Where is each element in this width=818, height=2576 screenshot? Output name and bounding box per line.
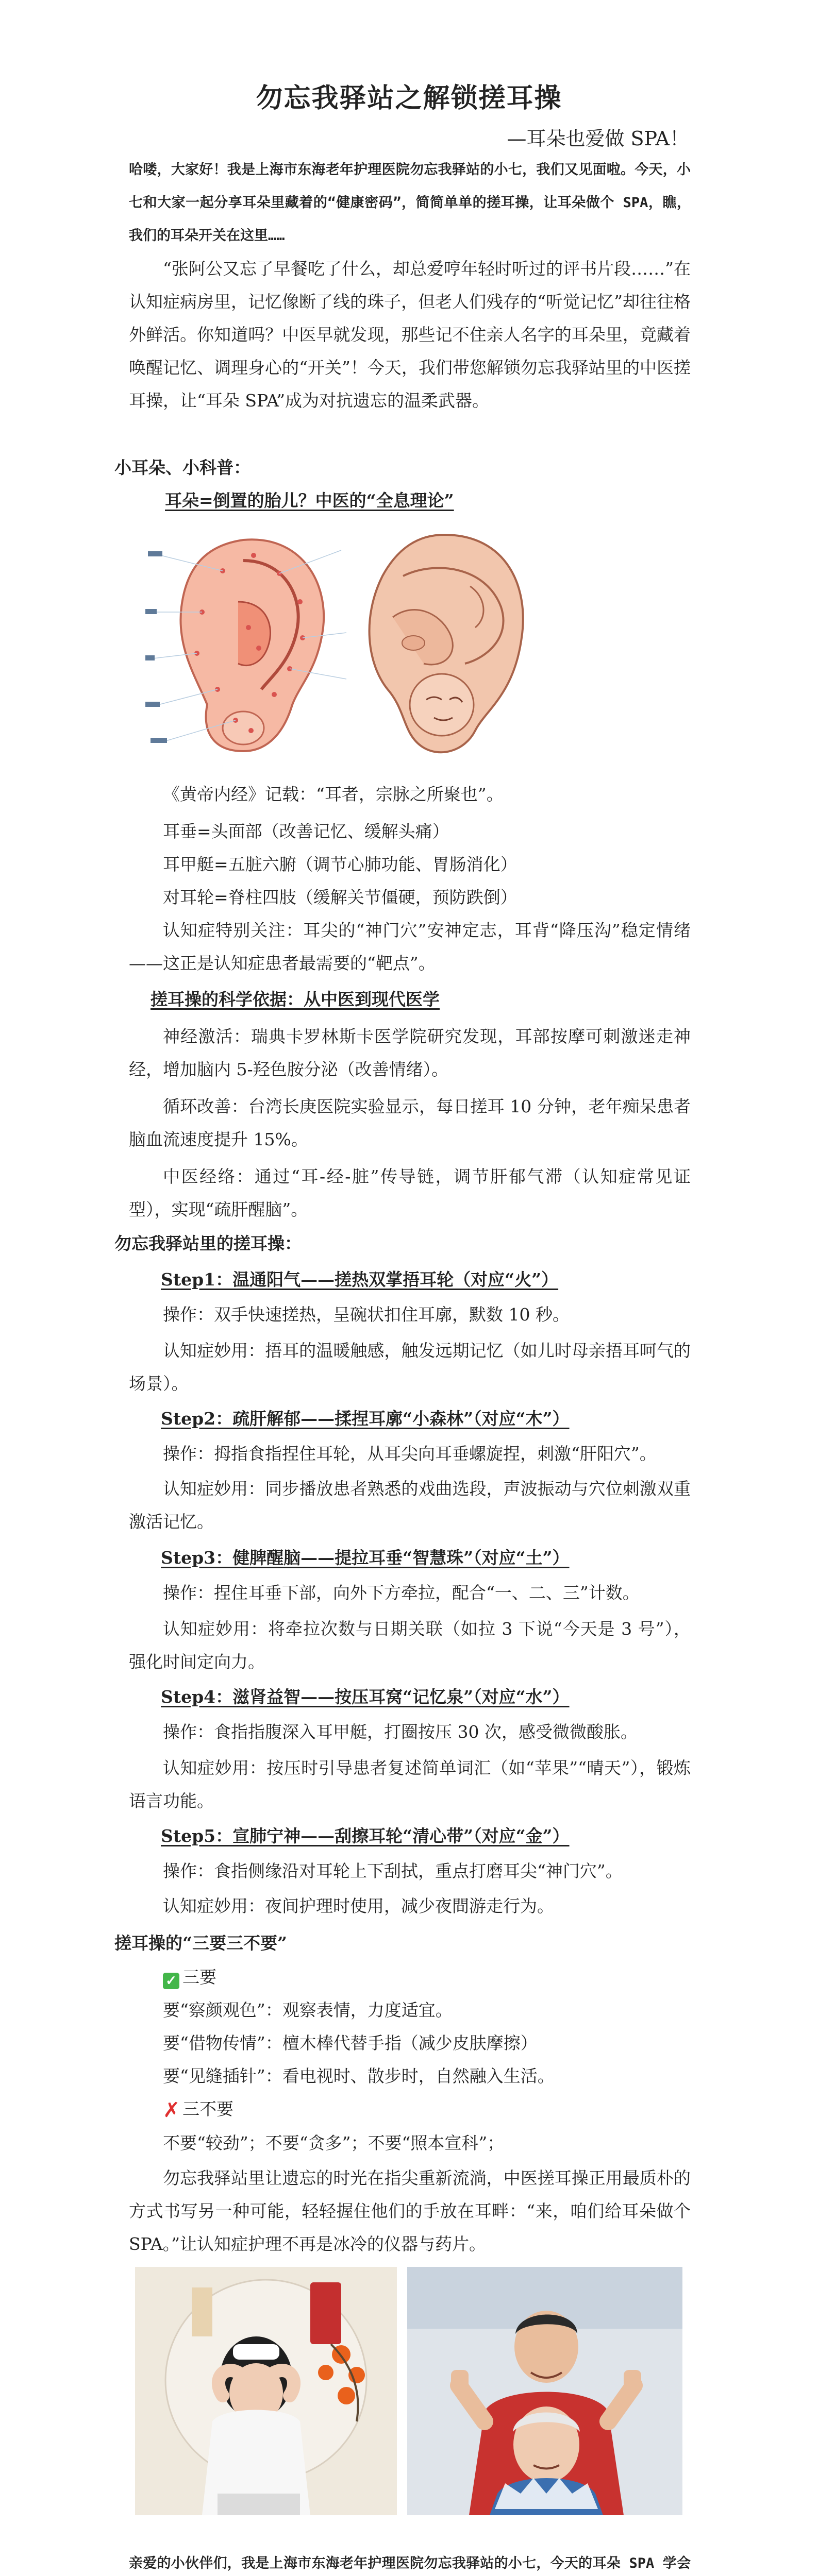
- step4-usage: 认知症妙用：按压时引导患者复述简单词汇（如“苹果”“晴天”），锻炼语言功能。: [129, 1758, 691, 1811]
- steps-heading: 勿忘我驿站里的搓耳操：: [114, 1233, 302, 1253]
- page-title: 勿忘我驿站之解锁搓耳操: [256, 82, 562, 114]
- do-item-daily: 要“见缝插针”：看电视时、散步时，自然融入生活。: [163, 2066, 555, 2086]
- step3-usage: 认知症妙用：将牵拉次数与日期关联（如拉 3 下说“今天是 3 号”），强化时间定向力。: [129, 1619, 691, 1672]
- step4-label: Step4：滋肾益智——按压耳窝“记忆泉”（对应“水”）: [161, 1687, 570, 1707]
- do-label: 三要: [182, 1967, 216, 1987]
- special-attention: 认知症特别关注：耳尖的“神门穴”安神定志，耳背“降压沟”稳定情绪——这正是认知症患者最需要的“靶点”。: [129, 920, 691, 973]
- step4-operation: 操作：食指指腹深入耳甲艇，打圈按压 30 次，感受微微酸胀。: [163, 1722, 638, 1742]
- step1-operation: 操作：双手快速搓热，呈碗状扣住耳廓，默数 10 秒。: [163, 1304, 570, 1325]
- basis-neural: 神经激活：瑞典卡罗林斯卡医学院研究发现，耳部按摩可刺激迷走神经，增加脑内 5-羟色胺分泌（改善情绪）。: [129, 1026, 691, 1079]
- step1-label: Step1：温通阳气——搓热双掌捂耳轮（对应“火”）: [161, 1269, 559, 1290]
- do-item-tool: 要“借物传情”：檀木棒代替手指（减少皮肤摩擦）: [163, 2033, 538, 2053]
- farewell-text: 亲爱的小伙伴们，我是上海市东海老年护理医院勿忘我驿站的小七，今天的耳朵 SPA 学会: [129, 2555, 691, 2571]
- do-label-row: [129, 1961, 691, 1994]
- rules-heading: 搓耳操的“三要三不要”: [114, 1933, 287, 1953]
- science-heading: 小耳朵、小科普：: [114, 457, 251, 478]
- step2-operation: 操作：拇指食指捏住耳轮，从耳尖向耳垂螺旋捏，刺激“肝阳穴”。: [163, 1444, 657, 1464]
- check-icon: ✓: [163, 1973, 179, 1989]
- neijing-quote: 《黄帝内经》记载：“耳者，宗脉之所聚也”。: [163, 784, 504, 804]
- step3-operation: 操作：捏住耳垂下部，向外下方牵拉，配合“一、二、三”计数。: [163, 1583, 640, 1603]
- nurse-demonstration-photo: [135, 2267, 397, 2515]
- inverted-fetus-image: [370, 535, 523, 752]
- acupoint-ear-image: [145, 539, 346, 751]
- step5-usage: 认知症妙用：夜间护理时使用，减少夜間游走行为。: [163, 1896, 554, 1916]
- basis-heading: 搓耳操的科学依据：从中医到现代医学: [151, 989, 440, 1009]
- mapping-earlobe: 耳垂=头面部（改善记忆、缓解头痛）: [163, 821, 449, 841]
- step5-label: Step5：宣肺宁神——刮擦耳轮“清心带”（对应“金”）: [161, 1826, 570, 1846]
- mapping-concha: 耳甲艇=五脏六腑（调节心肺功能、胃肠消化）: [163, 854, 517, 874]
- step3-label: Step3：健脾醒脑——提拉耳垂“智慧珠”（对应“土”）: [161, 1548, 570, 1568]
- step2-label: Step2：疏肝解郁——揉捏耳廓“小森林”（对应“木”）: [161, 1409, 570, 1429]
- intro-greeting: 哈喽，大家好！我是上海市东海老年护理医院勿忘我驿站的小七，我们又见面啦。今天，小七和大家一起分享耳朵里藏着的“健康密码”，简简单单的搓耳操，让耳朵做个 SPA，瞧，我们的耳朵开关在这里……: [129, 162, 691, 244]
- basis-meridian: 中医经络：通过“耳-经-脏”传导链，调节肝郁气滞（认知症常见证型），实现“疏肝醒脑”。: [129, 1166, 691, 1219]
- mapping-antihelix: 对耳轮=脊柱四肢（缓解关节僵硬，预防跌倒）: [163, 887, 517, 907]
- step5-operation: 操作：食指侧缘沿对耳轮上下刮拭，重点打磨耳尖“神门穴”。: [163, 1861, 623, 1881]
- patient-caregiver-photo: [407, 2267, 682, 2515]
- cross-icon: ✗: [163, 2098, 180, 2122]
- closing-paragraph: 勿忘我驿站里让遗忘的时光在指尖重新流淌，中医搓耳操正用最质朴的方式书写另一种可能，轻轻握住他们的手放在耳畔：“来，咱们给耳朵做个 SPA。”让认知症护理不再是冰冷的仪器与药片。: [129, 2168, 691, 2254]
- basis-circulation: 循环改善：台湾长庚医院实验显示，每日搓耳 10 分钟，老年痴呆患者脑血流速度提升 15%。: [129, 1096, 691, 1149]
- step2-usage: 认知症妙用：同步播放患者熟悉的戏曲选段，声波振动与穴位刺激双重激活记忆。: [129, 1479, 691, 1532]
- intro-paragraph: “张阿公又忘了早餐吃了什么，却总爱哼年轻时听过的评书片段……”在认知症病房里，记忆像断了线的珠子，但老人们残存的“听觉记忆”却往往格外鲜活。你知道吗？中医早就发现，那些记不住亲人名字的耳朵里，竟藏着唤醒记忆、调理身心的“开关”！今天，我们带您解锁勿忘我驿站里的中医搓耳操，让“耳朵 SPA”成为对抗遗忘的温柔武器。: [129, 259, 691, 411]
- dont-label-row: [129, 2093, 691, 2127]
- science-subheading: 耳朵=倒置的胎儿？中医的“全息理论”: [165, 490, 454, 511]
- page-subtitle: —耳朵也爱做 SPA！: [507, 127, 689, 150]
- dont-label: 三不要: [182, 2099, 233, 2119]
- ear-fetus-illustration: [145, 524, 532, 761]
- dont-text: 不要“较劲”；不要“贪多”；不要“照本宣科”；: [163, 2133, 505, 2153]
- do-item-observe: 要“察颜观色”：观察表情，力度适宜。: [163, 2000, 453, 2020]
- step1-usage: 认知症妙用：捂耳的温暖触感，触发远期记忆（如儿时母亲捂耳呵气的场景）。: [129, 1341, 691, 1394]
